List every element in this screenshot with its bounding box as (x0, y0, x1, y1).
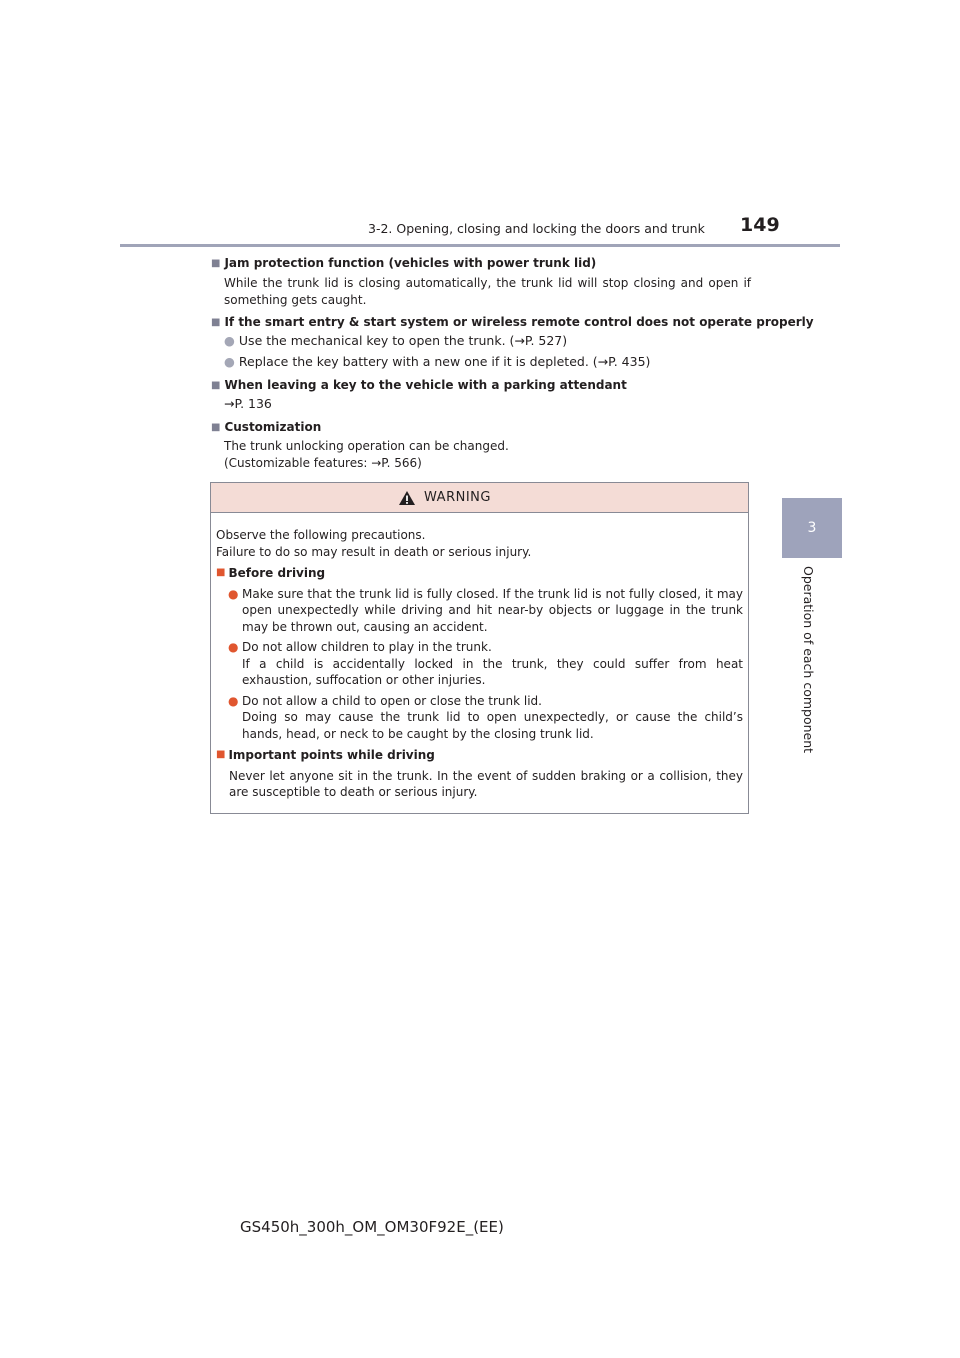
section-parking-attendant (211, 378, 751, 414)
warning-box (210, 482, 749, 814)
section-customization (211, 420, 751, 472)
bullet-text[interactable]: Use the mechanical key to open the trunk. (→P. 527) (238, 333, 568, 348)
warning-section-heading (216, 565, 743, 582)
bullet-text (242, 639, 743, 689)
bullet-line: Do not allow a child to open or close the trunk lid. (242, 693, 542, 708)
warning-triangle-icon (398, 490, 416, 506)
document-code: GS450h_300h_OM_OM30F92E_(EE) (240, 1218, 504, 1236)
square-bullet-icon: ■ (216, 749, 226, 760)
bullet-line: Do not allow children to play in the trunk. (242, 640, 492, 654)
dot-bullet-icon: ● (228, 586, 239, 601)
heading-text: Important points while driving (228, 748, 435, 762)
warning-intro: Failure to do so may result in death or serious injury. (216, 544, 532, 559)
chapter-tab[interactable] (782, 498, 842, 558)
warning-list-item (228, 639, 743, 689)
chapter-number: 3 (807, 520, 817, 536)
warning-body (211, 513, 748, 801)
dot-bullet-icon: ● (228, 640, 239, 654)
section-text: The trunk unlocking operation can be changed. (224, 439, 509, 453)
dot-bullet-icon: ● (228, 693, 239, 708)
header-title: 3-2. Opening, closing and locking the doors and trunk (368, 221, 705, 236)
chapter-label: Operation of each component (801, 566, 816, 754)
warning-paragraph: Never let anyone sit in the trunk. In the event of sudden braking or a collision, they are susceptible to death or serious injury. (229, 768, 743, 799)
warning-header (211, 483, 748, 513)
warning-section-heading (216, 747, 743, 764)
heading-text: Jam protection function (vehicles with power trunk lid) (224, 256, 597, 270)
square-bullet-icon: ■ (211, 316, 221, 328)
heading-text: Customization (224, 420, 322, 434)
warning-list-item (228, 586, 743, 636)
warning-list-item (228, 693, 743, 743)
section-text: While the trunk lid is closing automatically, the trunk lid will stop closing and open if something gets caught. (224, 276, 751, 307)
heading-text: If the smart entry & start system or wireless remote control does not operate properly (224, 315, 814, 329)
customizable-features-link[interactable]: (Customizable features: →P. 566) (224, 456, 422, 470)
header-rule (120, 244, 840, 247)
page-number: 149 (740, 214, 780, 236)
list-item (224, 352, 751, 372)
section-heading (211, 256, 751, 270)
section-heading (211, 315, 814, 329)
section-heading (211, 420, 751, 434)
heading-text: Before driving (228, 566, 326, 580)
section-smart-entry (211, 315, 814, 372)
section-heading (211, 378, 751, 392)
page-reference-link[interactable]: →P. 136 (224, 396, 272, 411)
section-jam-protection (211, 256, 751, 309)
square-bullet-icon: ■ (216, 567, 226, 578)
square-bullet-icon: ■ (211, 421, 221, 433)
warning-title: WARNING (424, 490, 491, 505)
square-bullet-icon: ■ (211, 379, 221, 391)
list-item (224, 331, 751, 351)
bullet-line: If a child is accidentally locked in the trunk, they could suffer from heat exhaustion, suffocation or other injuries. (242, 656, 743, 687)
heading-text: When leaving a key to the vehicle with a parking attendant (224, 378, 627, 392)
bullet-text (242, 693, 743, 743)
square-bullet-icon: ■ (211, 257, 221, 269)
warning-intro: Observe the following precautions. (216, 528, 426, 542)
bullet-line: Doing so may cause the trunk lid to open unexpectedly, or cause the child’s hands, head, or neck to be caught by the closing trunk lid. (242, 710, 743, 741)
bullet-text[interactable]: Replace the key battery with a new one if it is depleted. (→P. 435) (238, 354, 651, 369)
bullet-text: Make sure that the trunk lid is fully closed. If the trunk lid is not fully closed, it may open unexpectedly while driving and hit near-by objects or luggage in the trunk may be thrown out, causing an accident. (242, 586, 743, 634)
dot-bullet-icon: ● (224, 333, 235, 348)
dot-bullet-icon: ● (224, 354, 235, 369)
